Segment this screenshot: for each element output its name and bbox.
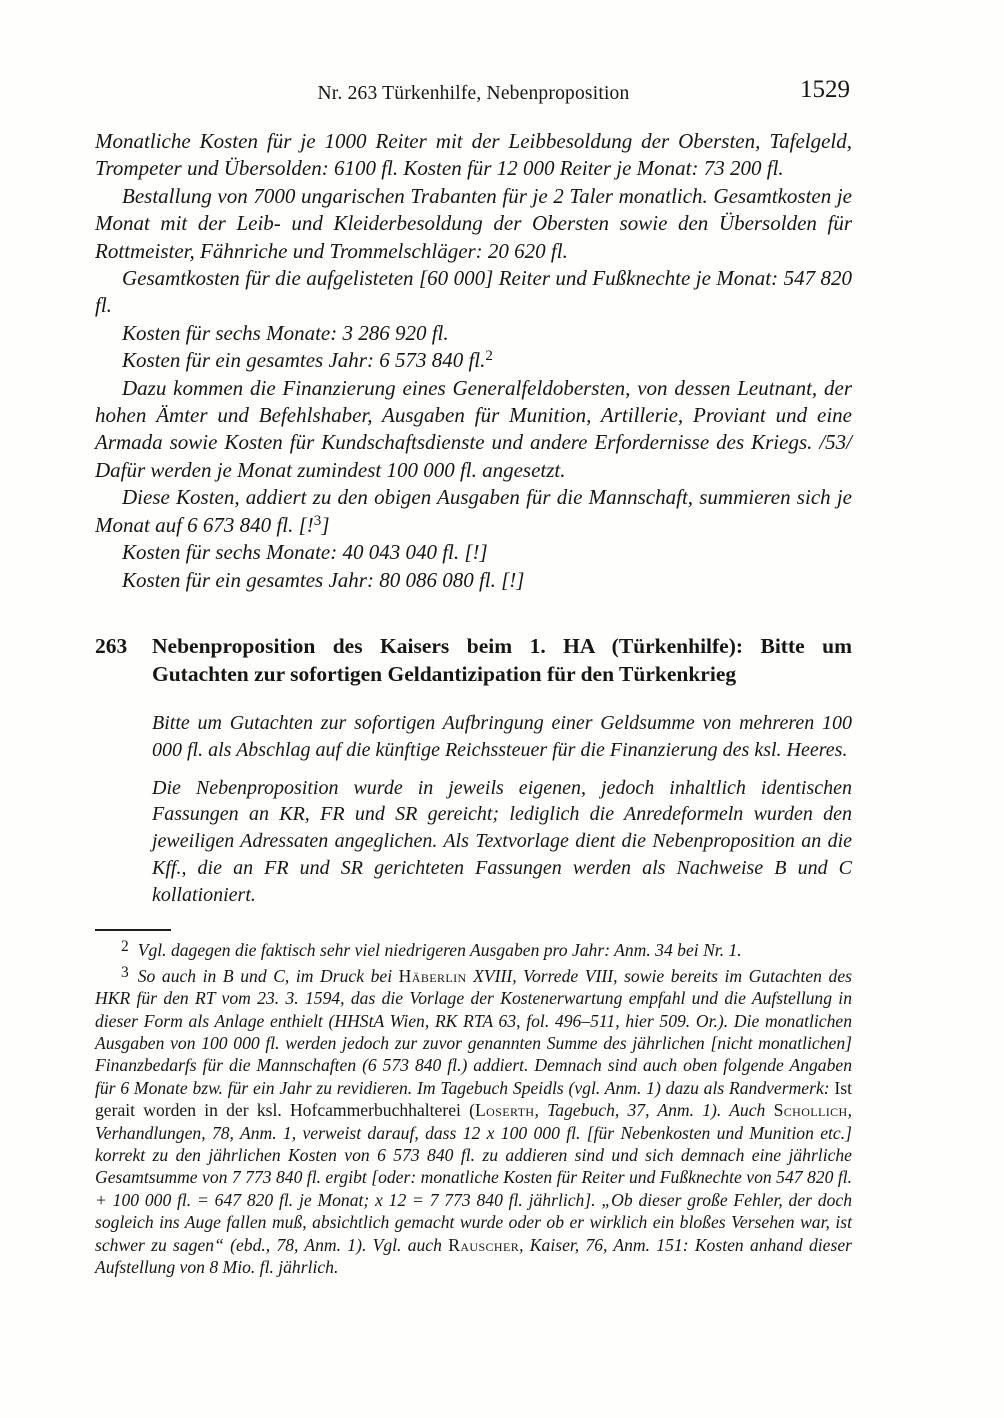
text-segment: Ist gerait worden in der ksl. Hofcammerbuchhalterei ( — [95, 1077, 852, 1121]
body-paragraph — [95, 375, 852, 485]
body-paragraph — [95, 320, 852, 347]
entry-heading — [95, 632, 852, 689]
cost-summary-section — [95, 128, 852, 594]
body-paragraph — [95, 128, 852, 183]
text-segment: Schollich — [773, 1100, 848, 1121]
footnote-area — [95, 929, 852, 1278]
entry-263-section — [95, 632, 852, 909]
text-segment: , Verhandlungen, 78, Anm. 1, verweist darauf, dass 12 x 100 000 fl. [für Nebenkosten und Munition etc.] korrekt zu den jährlichen Kosten von 6 573 840 fl. zu addieren sind und sich demnach eine jährliche Gesamtsumme von 7 773 840 fl. ergibt [oder: monatliche Kosten für Reiter und Fußknechte von 547 820 fl. + 100 000 fl. = 647 820 fl. je Monat; x 12 = 7 773 840 fl. jährlich]. „Ob dieser große Fehler, der doch sogleich ins Auge fallen muß, absichtlich gemacht wurde oder ob er wirklich ein bloßes Versehen war, ist schwer zu sagen“ (ebd., 78, Anm. 1). Vgl. auch — [95, 1100, 853, 1255]
text-segment: Loserth — [475, 1100, 535, 1121]
text-block — [95, 76, 853, 1278]
running-title: Nr. 263 Türkenhilfe, Nebenproposition — [317, 83, 630, 104]
footnote-reference: 2 — [485, 348, 493, 365]
text-segment: Kosten für sechs Monate: 3 286 920 fl. — [122, 320, 449, 345]
footnote-3 — [95, 962, 852, 1279]
entry-number: 263 — [95, 633, 128, 658]
body-paragraph — [95, 265, 852, 320]
footnote-reference: 3 — [313, 512, 322, 529]
text-segment: , Kaiser, 76, Anm. 151: Kosten anhand dieser Aufstellung von 8 Mio. fl. jährlich. — [95, 1234, 852, 1278]
text-segment: Vgl. dagegen die faktisch sehr viel niedrigeren Ausgaben pro Jahr: Anm. 34 bei Nr. 1. — [137, 940, 742, 961]
text-segment: ] — [321, 512, 330, 537]
text-segment: , Tagebuch, 37, Anm. 1). Auch — [534, 1100, 774, 1121]
text-segment: Dazu kommen die Finanzierung eines Generalfeldobersten, von dessen Leutnant, der hohen Ämter und Befehlshaber, Ausgaben für Munition, Artillerie, Proviant und eine Armada sowie Kosten für Kundschaftsdienste und andere Erfordernisse des Kriegs. /53/ Dafür werden je Monat zumindest 100 000 fl. angesetzt. — [95, 375, 852, 482]
text-segment: Bestallung von 7000 ungarischen Trabanten für je 2 Taler monatlich. Gesamtkosten je Monat mit der Leib- und Kleiderbesoldung der Obersten sowie den Übersolden für Rottmeister, Fähnriche und Trommelschläger: 20 620 fl. — [95, 183, 852, 263]
entry-summary: Bitte um Gutachten zur sofortigen Aufbringung einer Geldsumme von mehreren 100 000 fl. als Abschlag auf die künftige Reichssteuer für die Finanzierung des ksl. Heeres. — [152, 711, 852, 761]
body-paragraph — [95, 567, 852, 594]
entry-title: Nebenproposition des Kaisers beim 1. HA (Türkenhilfe): Bitte um Gutachten zur sofortigen Geldantizipation für den Türkenkrieg — [152, 633, 852, 687]
body-paragraph — [95, 539, 852, 566]
footnote-number: 3 — [121, 963, 129, 981]
footnote-2 — [95, 936, 852, 961]
entry-body — [152, 710, 852, 909]
body-paragraph — [95, 347, 852, 374]
text-segment: Gesamtkosten für die aufgelisteten [60 000] Reiter und Fußknechte je Monat: 547 820 fl. — [95, 266, 852, 318]
text-segment: Diese Kosten, addiert zu den obigen Ausgaben für die Mannschaft, summieren sich je Monat auf 6 673 840 fl. [! — [95, 485, 852, 537]
entry-editorial-note: Die Nebenproposition wurde in jeweils eigenen, jedoch inhaltlich identischen Fassungen an KR, FR und SR gereicht; lediglich die Anredeformeln wurden den jeweiligen Adressaten angeglichen. Als Textvorlage dient die Nebenproposition an die Kff., die an FR und SR gerichteten Fassungen werden als Nachweise B und C kollationiert. — [152, 776, 852, 906]
text-segment: Kosten für ein gesamtes Jahr: 80 086 080 fl. [!] — [122, 567, 525, 592]
text-segment: Monatliche Kosten für je 1000 Reiter mit der Leibbesoldung der Obersten, Tafelgeld, Trompeter und Übersolden: 6100 fl. Kosten für 12 000 Reiter je Monat: 73 200 fl. — [95, 129, 852, 181]
text-segment: So auch in B und C, im Druck bei — [137, 965, 399, 986]
body-paragraph — [95, 484, 852, 539]
text-segment: XVIII, Vorrede VIII, sowie bereits im Gutachten des HKR für den RT vom 23. 3. 1594, das die Vorlage der Kostenerwartung empfahl und die Aufstellung in dieser Form als Anlage enthielt (HHStA Wien, RK RTA 63, fol. 496–511, hier 509. Or.). Die monatlichen Ausgaben von 100 000 fl. werden jedoch zur zuvor genannten Summe des jährlichen [nicht monatlichen] Finanzbedarfs für die Mannschaften (6 573 840 fl.) addiert. Demnach sind auch oben folgende Angaben für 6 Monate bzw. für ein Jahr zu revidieren. Im Tagebuch Speidls (vgl. Anm. 1) dazu als Randvermerk: — [95, 965, 852, 1098]
footnote-separator-rule — [95, 929, 171, 931]
text-segment: Rauscher — [448, 1234, 520, 1255]
body-paragraph — [95, 183, 852, 265]
text-segment: Kosten für ein gesamtes Jahr: 6 573 840 fl. — [122, 348, 486, 373]
text-segment: Kosten für sechs Monate: 40 043 040 fl. [!] — [122, 540, 488, 565]
text-segment: Häberlin — [398, 965, 467, 986]
footnotes — [95, 936, 852, 1278]
page-number: 1529 — [800, 76, 850, 103]
footnote-number: 2 — [121, 938, 129, 956]
running-header — [95, 76, 852, 112]
